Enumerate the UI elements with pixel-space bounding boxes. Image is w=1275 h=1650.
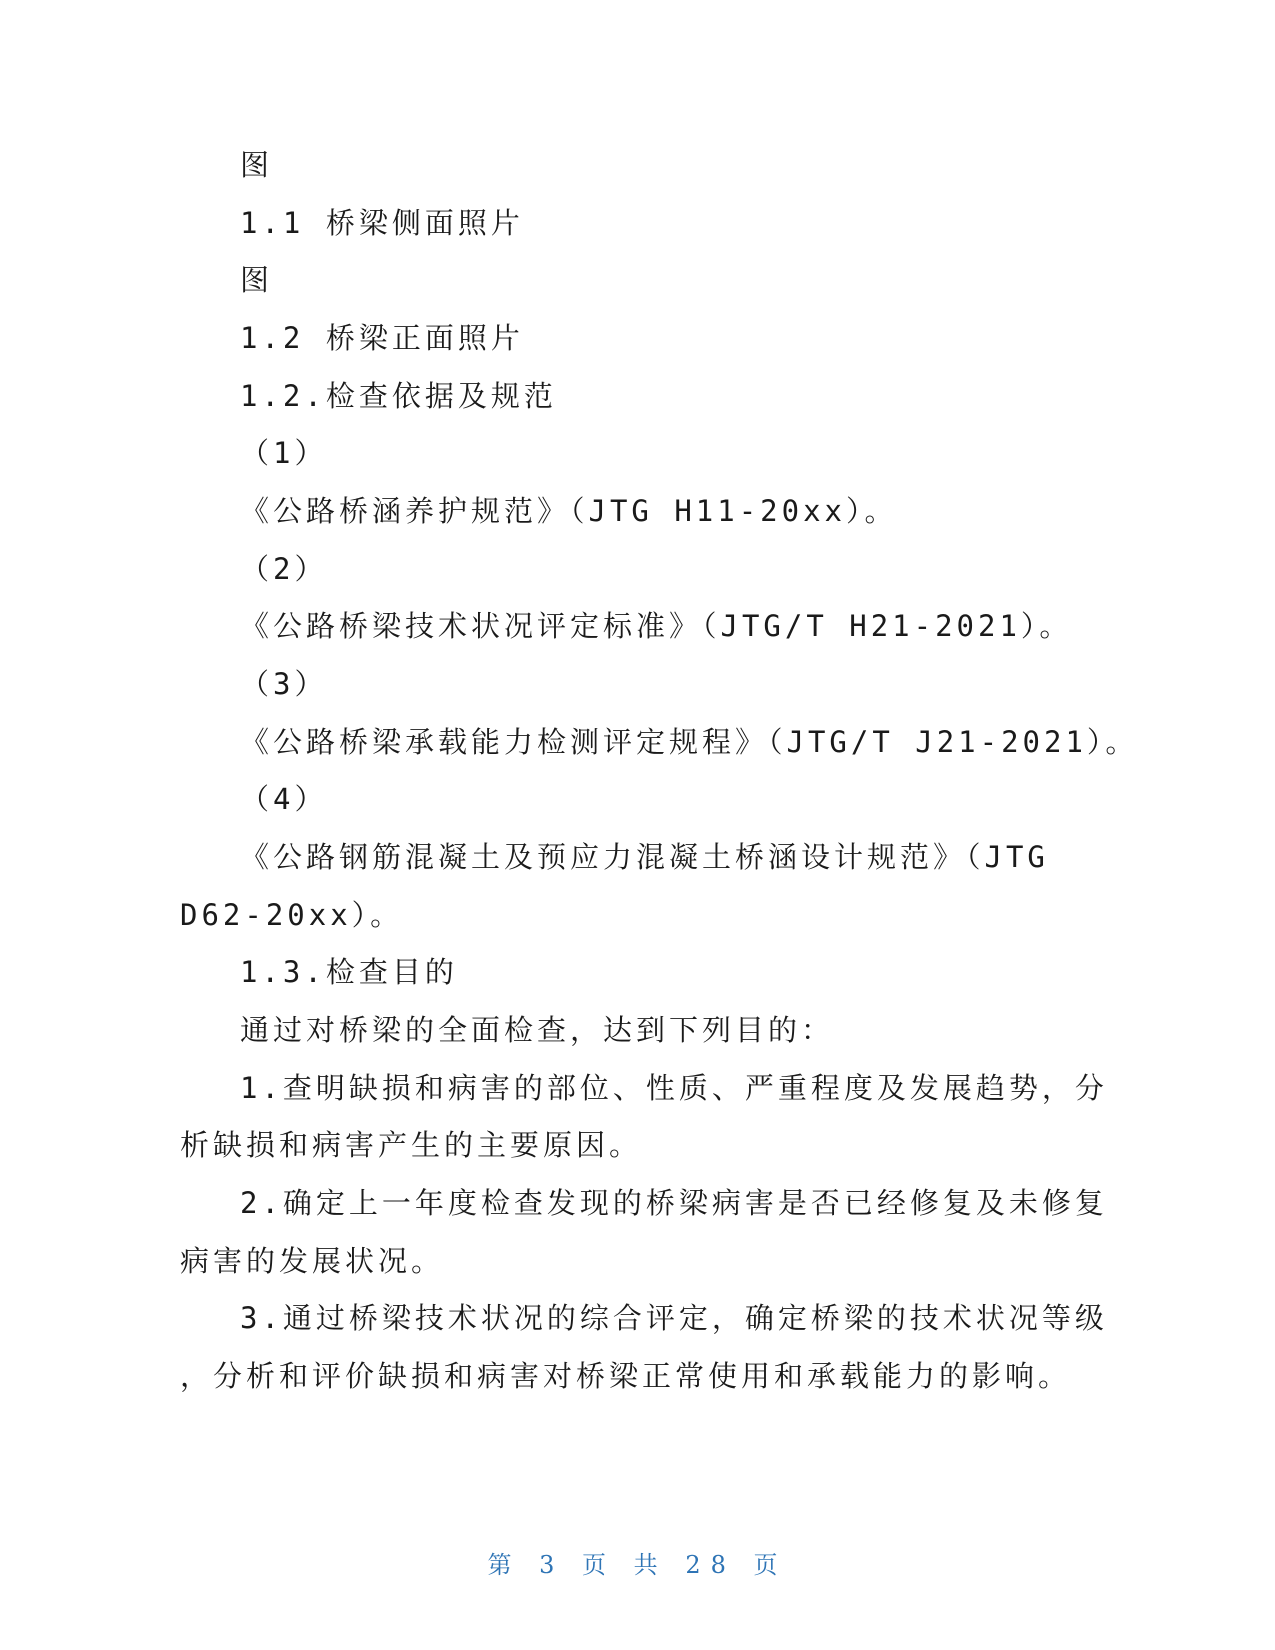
footer-prefix: 第 — [487, 1551, 522, 1579]
paragraph-text-continued: 病害的发展状况。 — [180, 1244, 445, 1278]
paragraph-text: 1.查明缺损和病害的部位、性质、严重程度及发展趋势，分 — [240, 1071, 1108, 1105]
list-item-number: （4） — [240, 782, 328, 816]
footer-suffix: 页 — [753, 1551, 788, 1579]
list-item-number: （2） — [240, 552, 328, 586]
figure-caption-label: 图 — [240, 148, 274, 182]
page-footer — [0, 1550, 1275, 1580]
footer-total-pages: 28 — [685, 1551, 736, 1579]
footer-current-page: 3 — [539, 1551, 565, 1579]
list-item-number: （1） — [240, 436, 328, 470]
reference-text-continued: D62-20xx）。 — [180, 898, 404, 932]
paragraph-text: 通过对桥梁的全面检查，达到下列目的： — [240, 1013, 835, 1047]
reference-text: 《公路桥梁承载能力检测评定规程》（JTG/T J21-2021）。 — [240, 725, 1139, 759]
reference-text: 《公路桥梁技术状况评定标准》（JTG/T H21-2021）。 — [240, 609, 1073, 643]
figure-caption-title: 1.1 桥梁侧面照片 — [240, 206, 524, 240]
list-item-number: （3） — [240, 667, 328, 701]
reference-text: 《公路桥涵养护规范》（JTG H11-20xx）。 — [240, 494, 898, 528]
paragraph-text: 3.通过桥梁技术状况的综合评定，确定桥梁的技术状况等级 — [240, 1301, 1108, 1335]
paragraph-text-continued: ，分析和评价缺损和病害对桥梁正常使用和承载能力的影响。 — [180, 1359, 1072, 1393]
paragraph-text: 2.确定上一年度检查发现的桥梁病害是否已经修复及未修复 — [240, 1186, 1108, 1220]
figure-caption-label: 图 — [240, 263, 274, 297]
section-heading: 1.2.检查依据及规范 — [240, 379, 557, 413]
section-heading: 1.3.检查目的 — [240, 955, 458, 989]
footer-middle: 页 共 — [582, 1551, 668, 1579]
reference-text: 《公路钢筋混凝土及预应力混凝土桥涵设计规范》（JTG — [240, 840, 1049, 874]
figure-caption-title: 1.2 桥梁正面照片 — [240, 321, 524, 355]
paragraph-text-continued: 析缺损和病害产生的主要原因。 — [180, 1128, 643, 1162]
